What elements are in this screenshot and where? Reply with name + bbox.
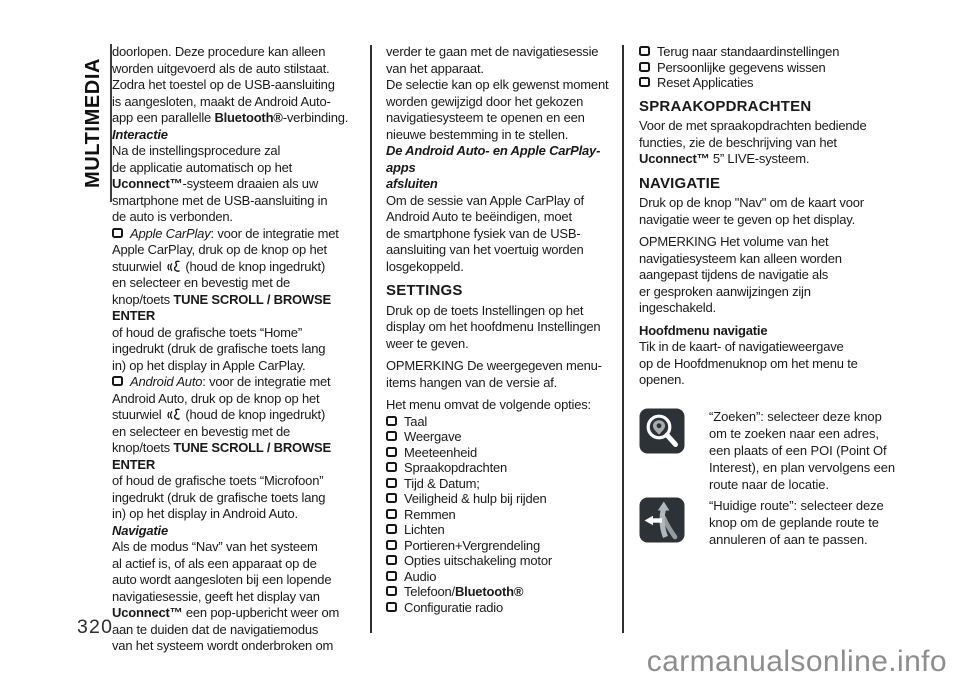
- paragraph: verder te gaan met de navigatiesessie van het apparaat.: [386, 44, 599, 76]
- section-heading: SPRAAKOPDRACHTEN: [639, 97, 812, 115]
- text-column-middle: [386, 44, 624, 615]
- checklist-item-label: Weergave: [404, 429, 462, 444]
- checkbox-bullet-icon: [112, 228, 123, 238]
- paragraph: Na de instellingsprocedure zal de applicatie automatisch op het Uconnect™-systeem draaien als uw smartphone met de USB-aansluiting in de auto is verbonden.: [112, 143, 328, 224]
- checkbox-bullet-icon: [112, 376, 123, 386]
- paragraph: Om de sessie van Apple CarPlay of Android Auto te beëindigen, moet de smartphone fysiek van de USB- aansluiting van het voertuig worden losgekoppeld.: [386, 192, 584, 274]
- chapter-sidebar-label: MULTIMEDIA: [82, 44, 112, 202]
- paragraph: Tik in de kaart- of navigatieweergave op de Hoofdmenuknop om het menu te openen.: [639, 339, 858, 387]
- subsection-heading: De Android Auto- en Apple CarPlay-apps afsluiten: [386, 143, 601, 191]
- checklist-item: [386, 414, 624, 430]
- checklist-item-label: Telefoon/Bluetooth®: [404, 584, 524, 599]
- checklist-item: [639, 75, 927, 91]
- checklist-item-label: Opties uitschakeling motor: [404, 553, 552, 568]
- paragraph: OPMERKING Het volume van het navigatiesysteem kan alleen worden aangepast tijdens de navigatie als er gesproken aanwijzingen zijn ingeschakeld.: [639, 234, 842, 315]
- checkbox-bullet-icon: [639, 77, 650, 87]
- checkbox-bullet-icon: [386, 555, 397, 565]
- checkbox-bullet-icon: [386, 602, 397, 612]
- text-column-left: [112, 44, 370, 655]
- checklist-item: [386, 584, 624, 600]
- checklist-item-label: Tijd & Datum;: [404, 475, 480, 491]
- checklist-item: [386, 507, 624, 523]
- checklist-item: [386, 491, 624, 507]
- checklist-item-label: Persoonlijke gegevens wissen: [657, 59, 826, 75]
- paragraph: Zodra het toestel op de USB-aansluiting is aangesloten, maakt de Android Auto- app een parallelle Bluetooth®-verbinding.: [112, 77, 349, 125]
- checkbox-bullet-icon: [386, 416, 397, 426]
- nav-menu-option-description: “Huidige route”: selecteer deze knop om de geplande route te annuleren of aan te passen.: [709, 497, 884, 547]
- column-divider-left: [370, 45, 372, 633]
- checklist-item-label: Audio: [404, 568, 437, 584]
- checkbox-bullet-icon: [386, 571, 397, 581]
- checkbox-bullet-icon: [386, 509, 397, 519]
- paragraph: Het menu omvat de volgende opties:: [386, 397, 591, 412]
- paragraph: Druk op de knop "Nav" om de kaart voor navigatie weer te geven op het display.: [639, 195, 864, 227]
- checkbox-bullet-icon: [386, 431, 397, 441]
- checklist-item-label: Portieren+Vergrendeling: [404, 537, 540, 553]
- checkbox-bullet-icon: [386, 493, 397, 503]
- checklist-item: [386, 553, 624, 569]
- checklist-item: [639, 60, 927, 76]
- checklist-item-label: Android Auto: voor de integratie met Android Auto, druk op de knop op het stuurwiel (houd de knop ingedrukt) en selecteer en bevestig met de knop/toets TUNE SCROLL / BROWSE ENTER of houd de grafische toets “Microfoon” ingedrukt (druk de grafische toets lang in) op het display in Android Auto.: [112, 374, 331, 521]
- checkbox-bullet-icon: [639, 62, 650, 72]
- section-heading: SETTINGS: [386, 282, 463, 299]
- nav-menu-option-row: [639, 408, 927, 493]
- subsection-heading: Navigatie: [112, 522, 169, 538]
- checklist-item: [112, 374, 370, 523]
- checklist-item: [386, 600, 624, 616]
- paragraph: Voor de met spraakopdrachten bediende functies, zie de beschrijving van het Uconnect™ 5” LIVE-systeem.: [639, 118, 867, 166]
- checkbox-bullet-icon: [386, 540, 397, 550]
- paragraph: doorlopen. Deze procedure kan alleen worden uitgevoerd als de auto stilstaat.: [112, 44, 330, 76]
- steering-wheel-voice-button-icon: [165, 408, 182, 421]
- checkbox-bullet-icon: [386, 524, 397, 534]
- checkbox-bullet-icon: [639, 46, 650, 56]
- checklist-item: [639, 44, 927, 60]
- subsection-heading: Hoofdmenu navigatie: [639, 322, 768, 338]
- checkbox-bullet-icon: [386, 462, 397, 472]
- checkbox-bullet-icon: [386, 478, 397, 488]
- checklist-item-label: Meeteenheid: [404, 444, 477, 460]
- paragraph: De selectie kan op elk gewenst moment worden gewijzigd door het gekozen navigatiesysteem te openen en een nieuwe bestemming in te stellen.: [386, 77, 609, 142]
- paragraph: Als de modus “Nav” van het systeem al actief is, of als een apparaat op de auto wordt aangesloten bij een lopende navigatiesessie, geeft het display van Uconnect™ een pop-upbericht weer om aan te duiden dat de navigatiemodus van het systeem wordt onderbroken om: [112, 539, 340, 653]
- checklist-item-label: Apple CarPlay: voor de integratie met Apple CarPlay, druk op de knop op het stuurwiel (houd de knop ingedrukt) en selecteer en bevestig met de knop/toets TUNE SCROLL / BROWSE ENTER of houd de grafische toets “Home” ingedrukt (druk de grafische toets lang in) op het display in Apple CarPlay.: [112, 225, 339, 373]
- checklist-item: [386, 569, 624, 585]
- text-column-right: [639, 44, 927, 548]
- steering-wheel-voice-button-icon: [165, 260, 182, 273]
- current-route-icon: [639, 497, 685, 543]
- section-heading: NAVIGATIE: [639, 174, 721, 192]
- nav-menu-option-row: [639, 497, 927, 548]
- checklist-item-label: Lichten: [404, 522, 445, 537]
- watermark: carmanualsonline.info: [646, 645, 947, 678]
- checklist-item: [386, 476, 624, 492]
- nav-menu-option-description: “Zoeken”: selecteer deze knop om te zoeken naar een adres, een plaats of een POI (Point Of Interest), en plan vervolgens een route naar de locatie.: [709, 408, 896, 492]
- checklist-item-label: Reset Applicaties: [657, 75, 754, 90]
- checklist-item-label: Terug naar standaardinstellingen: [657, 44, 840, 59]
- paragraph: Druk op de toets Instellingen op het display om het hoofdmenu Instellingen weer te geven.: [386, 302, 601, 351]
- search-poi-icon: [639, 408, 685, 454]
- checklist-item-label: Veiligheid & hulp bij rijden: [404, 491, 547, 506]
- column-divider-right: [622, 45, 624, 633]
- page-number: 320: [77, 616, 114, 638]
- checklist-item: [386, 429, 624, 445]
- checklist-item-label: Spraakopdrachten: [404, 460, 508, 475]
- checklist-item: [386, 522, 624, 538]
- checklist-item: [386, 460, 624, 476]
- checklist-item: [386, 445, 624, 461]
- subsection-heading: Interactie: [112, 126, 168, 142]
- checklist-item-label: Taal: [404, 413, 428, 429]
- paragraph: OPMERKING De weergegeven menu- items hangen van de versie af.: [386, 358, 602, 390]
- checklist-item-label: Remmen: [404, 506, 456, 522]
- checklist-item: [112, 226, 370, 375]
- checklist-item-label: Configuratie radio: [404, 599, 504, 615]
- checklist-item: [386, 538, 624, 554]
- checkbox-bullet-icon: [386, 586, 397, 596]
- checkbox-bullet-icon: [386, 447, 397, 457]
